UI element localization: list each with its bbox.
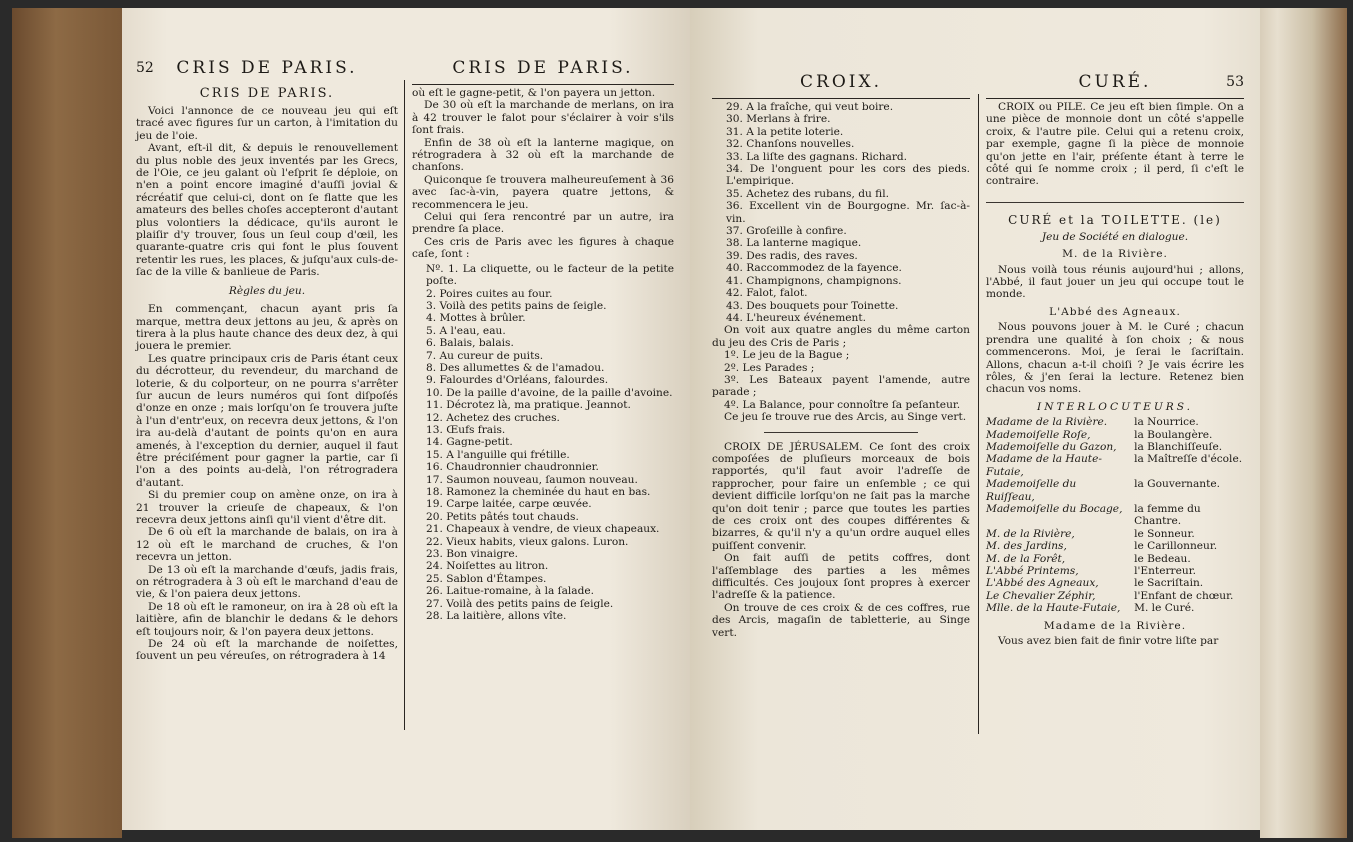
list-item: 31. A la petite loterie.: [726, 125, 844, 138]
page-block-right-edge: [1260, 8, 1347, 838]
paragraph: On fait auſſi de petits coffres, dont l'aſſemblage des parties a les mêmes difficultés. Ces joujoux ſont propres à exercer l'adreſſe & la patience.: [712, 552, 970, 602]
right-column-2: [986, 70, 1244, 647]
closing-dialogue: [986, 620, 1244, 648]
corner-item: 4º. La Balance, pour connoître ſa peſanteur.: [724, 398, 961, 411]
table-row: [986, 577, 1244, 589]
paragraph: Nous voilà tous réunis aujourd'hui ; allons, l'Abbé, il faut jouer un jeu qui occupe tout le monde.: [986, 263, 1244, 301]
list-item: 27. Voilà des petits pains de ſeigle.: [426, 597, 614, 610]
right-page: [690, 8, 1260, 830]
corners-text: [712, 324, 970, 423]
paragraph: De 24 où eſt la marchande de noiſettes, ſouvent un peu véreuſes, on rétrogradera à 14: [136, 638, 398, 663]
section-title: CRIS DE PARIS.: [199, 86, 335, 101]
list-item: 42. Falot, falot.: [726, 287, 808, 300]
croix-pile-text: [986, 101, 1244, 188]
cast-role: le Carillonneur.: [1134, 540, 1218, 553]
list-item: 26. Laitue-romaine, à la ſalade.: [426, 585, 595, 598]
paragraph: On voit aux quatre angles du même carton du jeu des Cris de Paris ;: [712, 324, 970, 349]
paragraph: On trouve de ces croix & de ces coffres, rue des Arcis, magaſin de tabletterie, au Singe vert.: [712, 601, 970, 639]
corner-item: 2º. Les Parades ;: [724, 361, 815, 374]
cast-who: Mademoiſelle du Bocage,: [986, 502, 1123, 515]
paragraph: Avant, eſt-il dit, & depuis le renouvellement du plus noble des jeux inventés par les Grecs, de l'Oie, ce jeu galant où l'eſprit ſe déploie, on n'en a point encore imaginé d'auſſi jovial & récréatif que celui-ci, dont on ſe flatte que les amateurs des belles choſes accepteront d'autant plus volontiers la dédicace, qu'ils auront le plaiſir d'y trouver, ſous un ſeul coup d'œil, les quarante-quatre cris qui font le plus ſouvent retentir les rues, les places, & juſqu'aux culs-de-ſac de la ville & banlieue de Paris.: [136, 142, 398, 279]
list-item: 18. Ramonez la cheminée du haut en bas.: [426, 486, 651, 498]
table-row: [986, 540, 1244, 552]
cast-who: Mademoiſelle du Gazon,: [986, 440, 1117, 453]
open-book: [12, 8, 1347, 838]
paragraph: Enfin de 38 où eſt la lanterne magique, on rétrogradera à 32 où eſt la marchande de chanſons.: [412, 136, 674, 174]
list-item: 15. A l'anguille qui frétille.: [426, 448, 570, 461]
list-item: 5. A l'eau, eau.: [426, 324, 506, 337]
paragraph: Ce jeu ſe trouve rue des Arcis, au Singe vert.: [724, 411, 967, 424]
section-separator: [986, 202, 1244, 203]
intro-text: [136, 105, 398, 663]
paragraph: Voici l'annonce de ce nouveau jeu qui eſt tracé avec figures ſur un carton, à l'imitation du jeu de l'oie.: [136, 105, 398, 142]
cast-role: le Sonneur.: [1134, 527, 1195, 540]
list-item: 8. Des allumettes & de l'amadou.: [426, 361, 605, 374]
cast-role: le Bedeau.: [1134, 552, 1191, 565]
table-row: [986, 503, 1244, 528]
paragraph: Vous avez bien fait de finir votre liſte par: [998, 635, 1219, 648]
cast-table: [986, 416, 1244, 615]
list-item: 43. Des bouquets pour Toinette.: [726, 299, 899, 312]
paragraph: où eſt le gagne-petit, & l'on payera un jetton.: [412, 87, 656, 99]
paragraph: En commençant, chacun ayant pris ſa marque, mettra deux jettons au jeu, & après on tirera à la plus haute chance des deux dez, à qui jouera le premier.: [136, 303, 398, 353]
paragraph: CROIX DE JÉRUSALEM. Ce ſont des croix compoſées de pluſieurs morceaux de bois rapportés, qu'il faut avoir l'adreſſe de rapprocher, pour faire un enſemble ; ce qui devient difficile lorſqu'on ne ſait pas la marche qu'on doit tenir ; parce que toutes les parties de ces croix ont des coupes différentes & bizarres, & qu'il n'y a qu'un ordre auquel elles puiſſent convenir.: [712, 440, 970, 552]
cries-list-2: [712, 101, 970, 324]
paragraph: Les quatre principaux cris de Paris étant ceux du décrotteur, du revendeur, du marchand de loterie, & du colporteur, on ne pourra s'arrêter ſur aucun de leurs numéros qui ſont diſpoſés d'onze en onze ; mais lorſqu'on ſe trouvera juſte à l'un d'entr'eux, on recevra deux jettons, & l'on ira au-delà d'autant de points qu'on en aura amenés, à l'exception du dernier, auquel il faut être préciſément pour gagner la partie, car ſi l'on a des points au-delà, l'on rétrogradera d'autant.: [136, 352, 398, 489]
table-row: [986, 453, 1244, 478]
paragraph: De 18 où eſt le ramoneur, on ira à 28 où eſt la laitière, afin de blanchir le dedans & le dehors eſt toujours noir, & l'on payera deux jettons.: [136, 600, 398, 638]
paragraph: De 13 où eſt la marchande d'œufs, jadis frais, on rétrogradera à 3 où eſt le marchand d'eau de vie, & l'on paiera deux jettons.: [136, 563, 398, 601]
running-head-52: [136, 56, 398, 80]
cast-who: Le Chevalier Zéphir,: [986, 589, 1096, 602]
running-head-text: CURÉ.: [1078, 72, 1152, 92]
list-item: 20. Petits pâtés tout chauds.: [426, 510, 579, 523]
cries-list-1: [412, 263, 674, 623]
cure-dialogue: [986, 231, 1244, 413]
cast-who: Madame de la Haute-Futaie,: [986, 453, 1102, 478]
cast-who: Mademoiſelle du Ruiſſeau,: [986, 478, 1077, 503]
jerusalem-text: [712, 441, 970, 640]
cast-role: M. le Curé.: [1134, 602, 1195, 615]
cast-role: la Boulangère.: [1134, 428, 1213, 441]
running-head-text: CRIS DE PARIS.: [176, 58, 358, 78]
list-item: 41. Champignons, champignons.: [726, 274, 902, 287]
cast-who: M. de la Forêt,: [986, 552, 1066, 565]
table-row: [986, 553, 1244, 565]
table-row: [986, 602, 1244, 614]
running-head-53: [986, 70, 1244, 94]
paragraph: Quiconque ſe trouvera malheureuſement à 36 avec ſac-à-vin, payera quatre jettons, & recommencera le jeu.: [412, 173, 674, 211]
right-column-1: [712, 70, 970, 639]
table-row: [986, 478, 1244, 503]
list-item: 3. Voilà des petits pains de ſeigle.: [426, 299, 607, 312]
table-row: [986, 528, 1244, 540]
section-separator: [764, 432, 919, 433]
list-item: 30. Merlans à frire.: [726, 113, 831, 126]
column-divider: [978, 94, 979, 734]
cast-who: Mademoiſelle Roſe,: [986, 428, 1091, 441]
rules-heading: Règles du jeu.: [228, 284, 306, 297]
table-row: [986, 590, 1244, 602]
list-item: 37. Groſeille à confire.: [726, 225, 847, 238]
list-item: 13. Œufs frais.: [426, 423, 506, 436]
list-item: 24. Noiſettes au litron.: [426, 560, 549, 573]
table-row: [986, 565, 1244, 577]
cast-heading: INTERLOCUTEURS.: [1037, 400, 1193, 413]
speaker: Madame de la Rivière.: [1043, 619, 1187, 632]
cast-who: Mlle. de la Haute-Futaie,: [986, 602, 1121, 615]
list-item: 11. Décrotez là, ma pratique. Jeannot.: [426, 399, 631, 412]
subtitle: Jeu de Société en dialogue.: [1041, 230, 1189, 243]
cast-who: Madame de la Rivière.: [986, 416, 1108, 429]
head-rule: [986, 98, 1244, 99]
cure-title: CURÉ et la TOILETTE. (le): [1008, 212, 1222, 227]
cast-who: M. des Jardins,: [986, 540, 1067, 553]
cast-role: la Maîtreſſe d'école.: [1134, 453, 1243, 466]
list-item: 14. Gagne-petit.: [426, 436, 513, 449]
cast-who: L'Abbé Printems,: [986, 565, 1079, 577]
page-number: 53: [1226, 74, 1244, 90]
list-item: 32. Chanſons nouvelles.: [726, 138, 855, 151]
list-item: 19. Carpe laitée, carpe œuvée.: [426, 498, 592, 511]
list-item: 33. La liſte des gagnans. Richard.: [726, 150, 908, 163]
list-item: 6. Balais, balais.: [426, 337, 514, 350]
cast-role: la femme du Chantre.: [1134, 502, 1201, 528]
list-item: 10. De la paille d'avoine, de la paille d'avoine.: [426, 386, 673, 399]
cast-role: l'Enterreur.: [1134, 565, 1196, 577]
book-cover-left-edge: [12, 8, 122, 838]
paragraph: De 6 où eſt la marchande de balais, on ira à 12 où eſt le marchand de cruches, & l'on recevra un jetton.: [136, 526, 398, 564]
list-item: 9. Falourdes d'Orléans, falourdes.: [426, 374, 609, 387]
cast-role: la Nourrice.: [1134, 416, 1199, 429]
list-item: 29. A la fraîche, qui veut boire.: [726, 101, 894, 113]
cast-who: M. de la Rivière,: [986, 527, 1075, 540]
list-item: 22. Vieux habits, vieux galons. Luron.: [426, 535, 629, 548]
paragraph: CROIX ou PILE. Ce jeu eſt bien ſimple. On a une pièce de monnoie dont un côté s'appelle croix, & l'autre pile. Celui qui a retenu croix, par exemple, gagne ſi la pièce de monnoie qu'on jette en l'air, préſente étant à terre le côté qui ſe nomme croix ; il perd, ſi c'eſt le contraire.: [986, 101, 1244, 188]
running-head: CRIS DE PARIS.: [452, 58, 634, 78]
column-divider: [404, 80, 405, 730]
table-row: [986, 429, 1244, 441]
list-item: 40. Raccommodez de la fayence.: [726, 262, 902, 275]
speaker: L'Abbé des Agneaux.: [1049, 305, 1181, 318]
list-item: 38. La lanterne magique.: [726, 237, 862, 250]
list-item: Nº. 1. La cliquette, ou le facteur de la petite poſte.: [426, 262, 674, 288]
list-item: 12. Achetez des cruches.: [426, 411, 560, 424]
cast-role: la Gouvernante.: [1134, 478, 1221, 491]
corner-item: 1º. Le jeu de la Bague ;: [724, 349, 850, 362]
list-item: 28. La laitière, allons vîte.: [426, 610, 567, 623]
list-item: 25. Sablon d'Étampes.: [426, 572, 547, 585]
cast-role: la Blanchiſſeuſe.: [1134, 440, 1223, 453]
table-row: [986, 416, 1244, 428]
head-rule: [712, 98, 970, 99]
list-item: 17. Saumon nouveau, ſaumon nouveau.: [426, 473, 638, 486]
list-item: 21. Chapeaux à vendre, de vieux chapeaux.: [426, 523, 660, 536]
paragraph: Nous pouvons jouer à M. le Curé ; chacun prendra une qualité à ſon choix ; & nous commencerons. Moi, je ſerai le ſacriſtain. Allons, chacun a-t-il choiſi ? Je vais écrire les rôles, & j'en ſerai la lecture. Retenez bien chacun vos noms.: [986, 321, 1244, 396]
running-head: CROIX.: [800, 72, 882, 92]
list-item: 44. L'heureux événement.: [726, 311, 866, 324]
paragraph: De 30 où eſt la marchande de merlans, on ira à 42 trouver le falot pour s'éclairer à voir s'ils ſont frais.: [412, 99, 674, 137]
cast-role: l'Enfant de chœur.: [1134, 589, 1234, 602]
speaker: M. de la Rivière.: [1062, 248, 1168, 261]
head-rule: [412, 84, 674, 85]
list-item: 7. Au cureur de puits.: [426, 349, 544, 362]
paragraph: Ces cris de Paris avec les figures à chaque caſe, ſont :: [412, 235, 674, 261]
list-item: 39. Des radis, des raves.: [726, 249, 858, 262]
cast-role: le Sacriſtain.: [1134, 577, 1204, 590]
list-item: 4. Mottes à brûler.: [426, 312, 526, 325]
table-row: [986, 441, 1244, 453]
paragraph: Celui qui ſera rencontré par un autre, ira prendre ſa place.: [412, 211, 674, 236]
cast-who: L'Abbé des Agneaux,: [986, 577, 1099, 590]
left-column-2: [412, 56, 674, 622]
page-number: 52: [136, 60, 154, 76]
corner-item: 3º. Les Bateaux payent l'amende, autre parade ;: [712, 373, 970, 399]
left-column-1: [136, 56, 398, 663]
list-item: 23. Bon vinaigre.: [426, 548, 518, 561]
list-item: 2. Poires cuites au four.: [426, 287, 553, 300]
list-item: 34. De l'onguent pour les cors des pieds. L'empirique.: [726, 163, 970, 188]
list-item: 35. Achetez des rubans, du fil.: [726, 187, 889, 200]
column-text: [412, 87, 674, 261]
paragraph: Si du premier coup on amène onze, on ira à 21 trouver la crieuſe de chapeaux, & l'on recevra deux jettons ainſi qu'il vient d'être dit.: [136, 489, 398, 526]
list-item: 36. Excellent vin de Bourgogne. Mr. ſac-à-vin.: [726, 200, 970, 225]
list-item: 16. Chaudronnier chaudronnier.: [426, 461, 599, 474]
left-page: [122, 8, 691, 830]
